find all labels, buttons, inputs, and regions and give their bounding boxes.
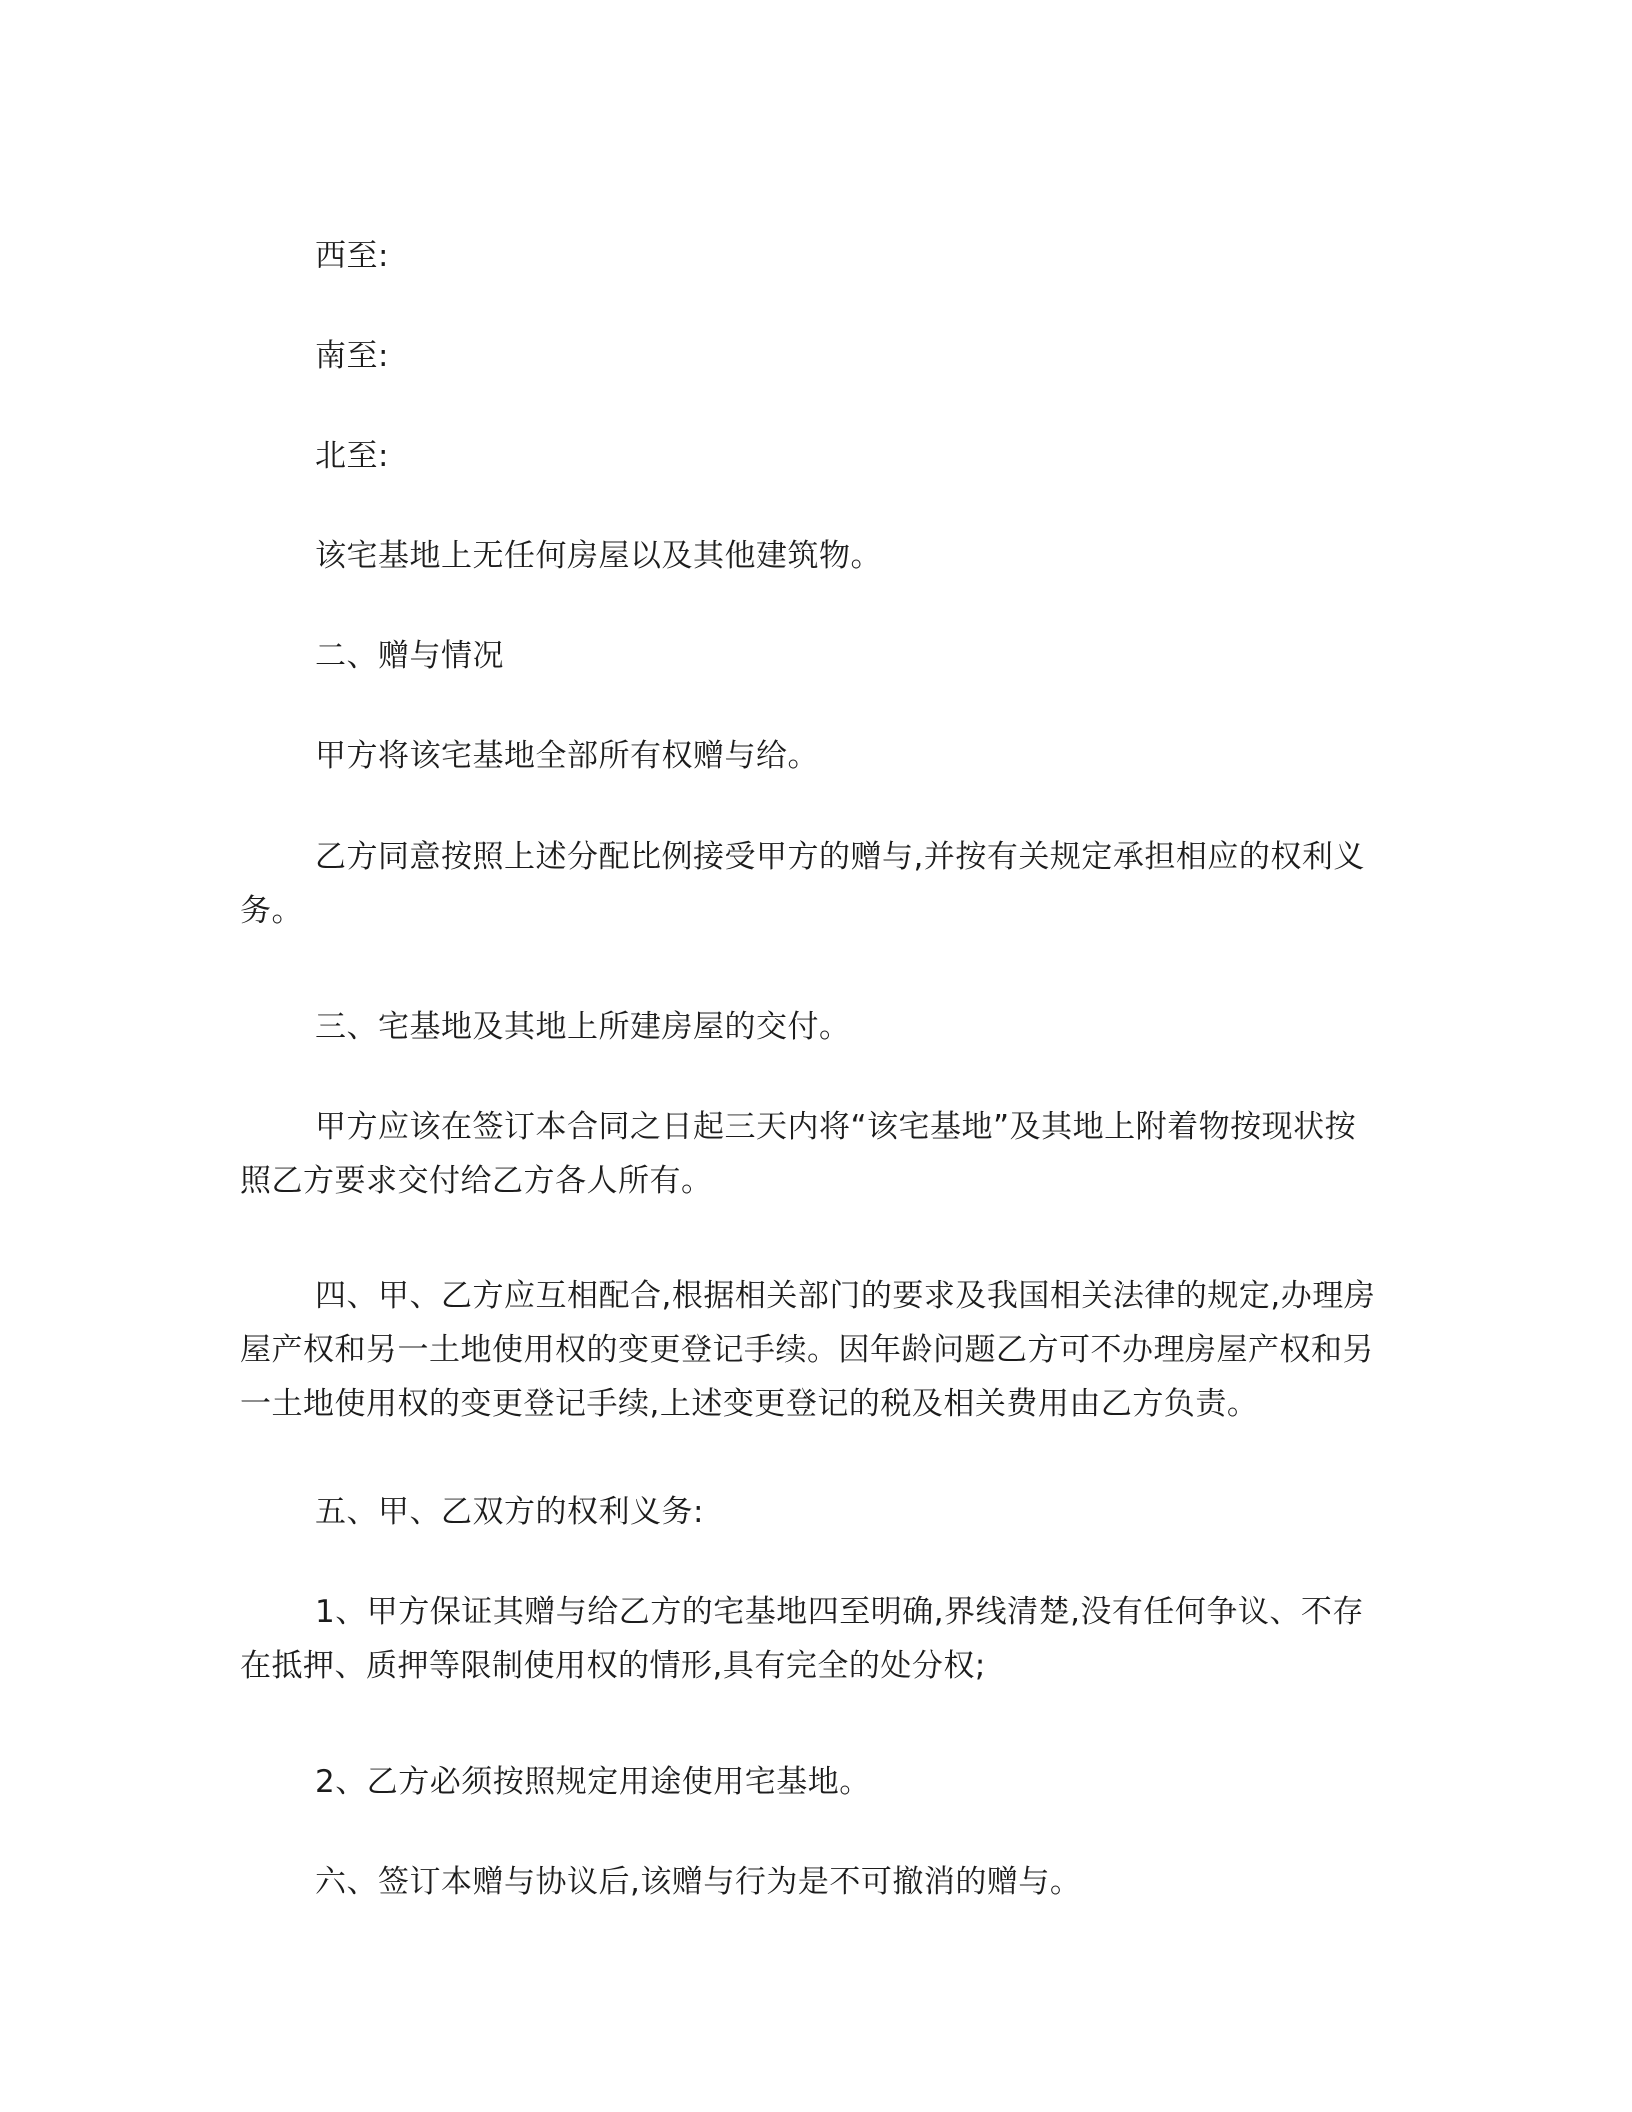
paragraph-delivery-terms: 甲方应该在签订本合同之日起三天内将“该宅基地”及其地上附着物按现状按照乙方要求交付给乙方各人所有。 <box>240 1109 1357 1199</box>
paragraph-south-boundary: 南至: <box>315 338 389 374</box>
section-heading-rights: 五、甲、乙双方的权利义务: <box>315 1494 704 1530</box>
paragraph-acceptance: 乙方同意按照上述分配比例接受甲方的赠与,并按有关规定承担相应的权利义务。 <box>240 839 1365 929</box>
section-irrevocable: 六、签订本赠与协议后,该赠与行为是不可撤消的赠与。 <box>315 1864 1082 1900</box>
paragraph-west-boundary: 西至: <box>315 238 389 274</box>
paragraph-rights-2: 2、乙方必须按照规定用途使用宅基地。 <box>315 1764 871 1800</box>
paragraph-north-boundary: 北至: <box>315 438 389 474</box>
paragraph-gift-statement: 甲方将该宅基地全部所有权赠与给。 <box>315 738 819 774</box>
section-heading-gift: 二、赠与情况 <box>315 638 504 674</box>
section-registration: 四、甲、乙方应互相配合,根据相关部门的要求及我国相关法律的规定,办理房屋产权和另一土地使用权的变更登记手续。因年龄问题乙方可不办理房屋产权和另一土地使用权的变更登记手续,上述变更登记的税及相关费用由乙方负责。 <box>240 1278 1376 1422</box>
section-heading-delivery: 三、宅基地及其地上所建房屋的交付。 <box>315 1009 851 1045</box>
paragraph-no-buildings: 该宅基地上无任何房屋以及其他建筑物。 <box>315 538 882 574</box>
paragraph-rights-1: 1、甲方保证其赠与给乙方的宅基地四至明确,界线清楚,没有任何争议、不存在抵押、质押等限制使用权的情形,具有完全的处分权; <box>240 1594 1364 1684</box>
